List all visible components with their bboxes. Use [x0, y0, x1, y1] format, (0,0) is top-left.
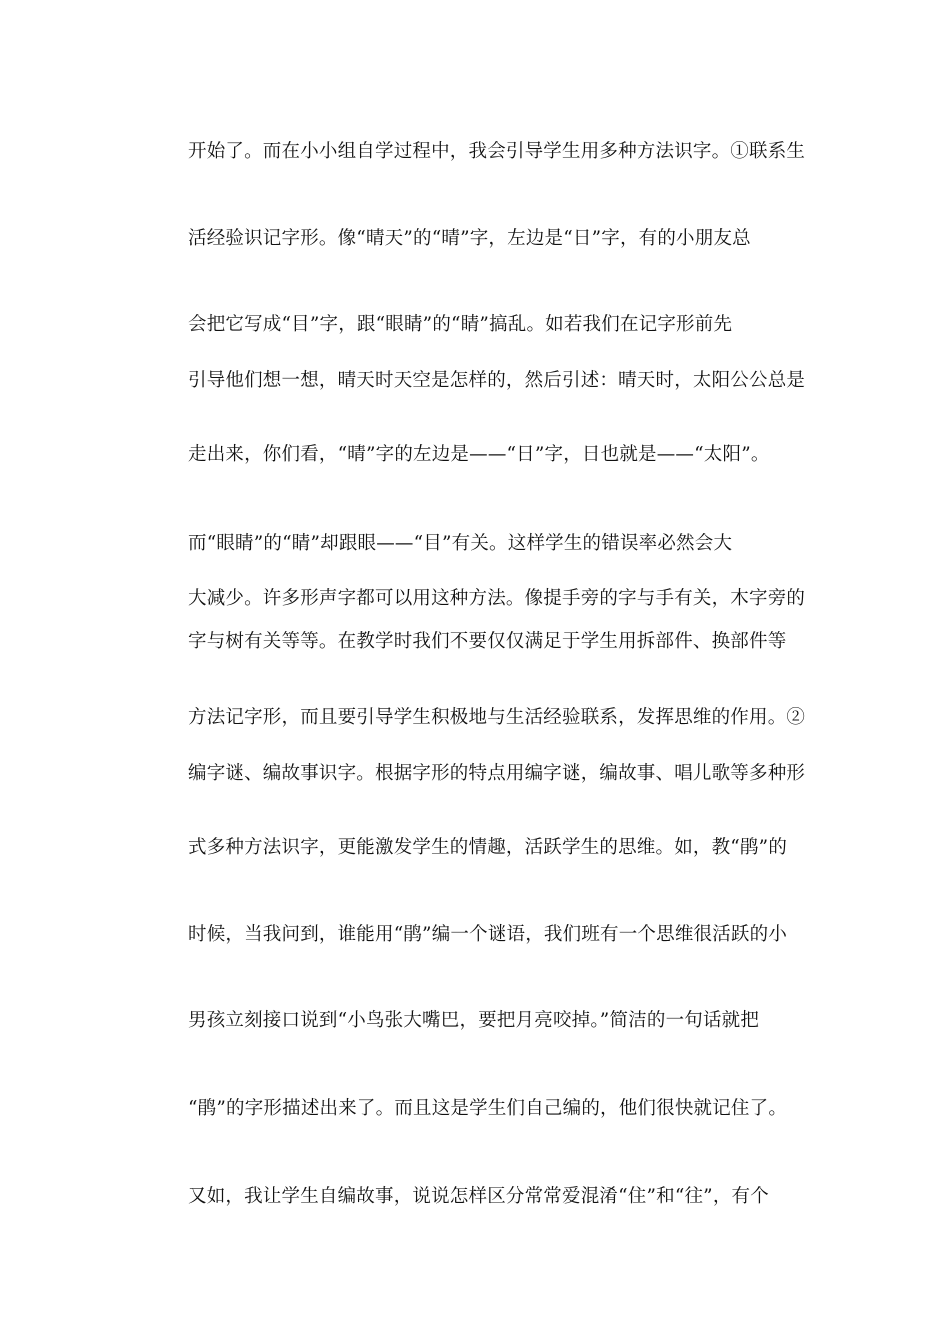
paragraph-line: 活经验识记字形。像“晴天”的“晴”字，左边是“日”字，有的小朋友总: [188, 228, 751, 249]
paragraph-line: 大减少。许多形声字都可以用这种方法。像提手旁的字与手有关，木字旁的: [188, 588, 806, 609]
paragraph-line: 式多种方法识字，更能激发学生的情趣，活跃学生的思维。如，教“鹃”的: [188, 837, 788, 858]
paragraph-line: 字与树有关等等。在教学时我们不要仅仅满足于学生用拆部件、换部件等: [188, 631, 787, 652]
paragraph-line: 男孩立刻接口说到“小鸟张大嘴巴，要把月亮咬掉。”简洁的一句话就把: [188, 1010, 760, 1031]
paragraph-line: 又如，我让学生自编故事，说说怎样区分常常爱混淆“住”和“往”，有个: [188, 1186, 769, 1207]
paragraph-line: 走出来，你们看，“晴”字的左边是——“日”字，日也就是——“太阳”。: [188, 444, 770, 465]
paragraph-line: 编字谜、编故事识字。根据字形的特点用编字谜，编故事、唱儿歌等多种形: [188, 763, 806, 784]
paragraph-line: “鹃”的字形描述出来了。而且这是学生们自己编的，他们很快就记住了。: [188, 1098, 788, 1119]
paragraph-line: 而“眼睛”的“睛”却跟眼——“目”有关。这样学生的错误率必然会大: [188, 533, 733, 554]
paragraph-line: 方法记字形，而且要引导学生积极地与生活经验联系，发挥思维的作用。②: [188, 707, 806, 728]
paragraph-line: 时候，当我问到，谁能用“鹃”编一个谜语，我们班有一个思维很活跃的小: [188, 924, 788, 945]
paragraph-line: 引导他们想一想，晴天时天空是怎样的，然后引述：晴天时，太阳公公总是: [188, 370, 806, 391]
paragraph-line: 开始了。而在小小组自学过程中，我会引导学生用多种方法识字。①联系生: [188, 141, 806, 162]
paragraph-line: 会把它写成“目”字，跟“眼睛”的“睛”搞乱。如若我们在记字形前先: [188, 314, 733, 335]
